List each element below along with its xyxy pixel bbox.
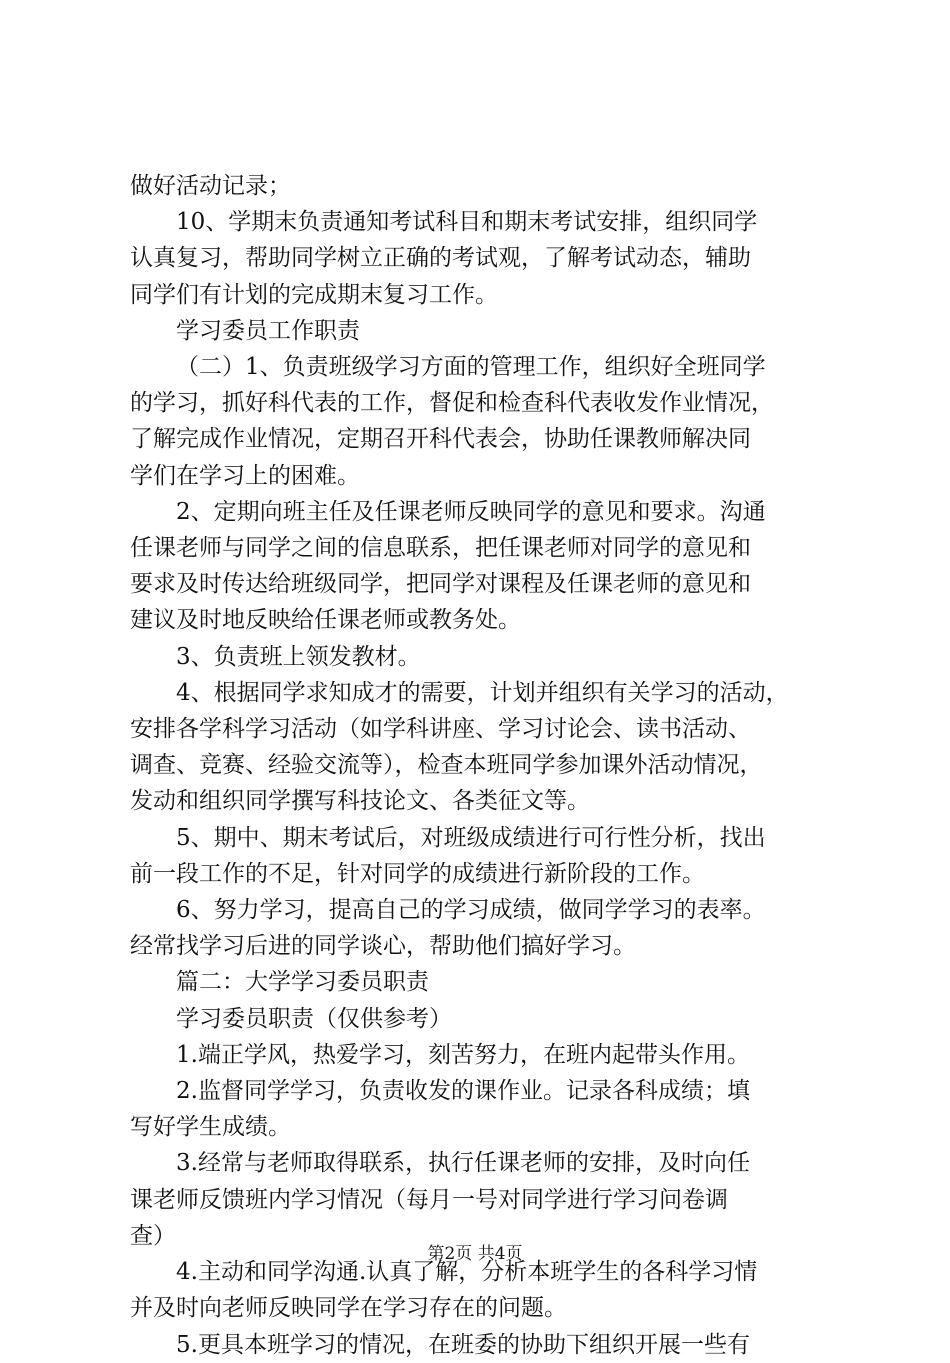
text-line: 前一段工作的不足，针对同学的成绩进行新阶段的工作。	[130, 860, 705, 887]
text-line: 3.经常与老师取得联系，执行任课老师的安排，及时向任	[176, 1150, 750, 1177]
text-line: 写好学生成绩。	[130, 1114, 291, 1141]
text-line: 认真复习，帮助同学树立正确的考试观，了解考试动态，辅助	[130, 245, 751, 272]
text-line: 发动和组织同学撰写科技论文、各类征文等。	[130, 788, 590, 815]
text-line: 5、期中、期末考试后，对班级成绩进行可行性分析，找出	[176, 824, 766, 851]
text-line: 学习委员工作职责	[176, 317, 360, 344]
text-line: 学习委员职责（仅供参考）	[176, 1005, 452, 1032]
text-line: 2.监督同学学习，负责收发的课作业。记录各科成绩；填	[176, 1078, 750, 1105]
text-line: 调查、竞赛、经验交流等），检查本班同学参加课外活动情况，	[130, 752, 763, 779]
text-line: 2、定期向班主任及任课老师反映同学的意见和要求。沟通	[176, 498, 766, 525]
text-line: 学们在学习上的困难。	[130, 462, 360, 489]
text-line: 做好活动记录；	[130, 173, 291, 199]
text-line: 4.主动和同学沟通.认真了解，分析本班学生的各科学习情	[176, 1259, 758, 1286]
text-line: 10、学期末负责通知考试科目和期末考试安排，组织同学	[176, 209, 758, 236]
page-footer: 第2页 共4页	[427, 1244, 523, 1264]
document-body	[130, 168, 830, 1363]
text-line: 的学习，抓好科代表的工作，督促和检查科代表收发作业情况，	[130, 390, 774, 417]
text-line: 1.端正学风，热爱学习，刻苦努力，在班内起带头作用。	[176, 1041, 750, 1068]
text-line: 5.更具本班学习的情况，在班委的协助下组织开展一些有	[176, 1331, 750, 1358]
text-line: 经常找学习后进的同学谈心，帮助他们搞好学习。	[130, 933, 636, 960]
text-line: （二）1、负责班级学习方面的管理工作，组织好全班同学	[176, 354, 766, 381]
text-line: 同学们有计划的完成期末复习工作。	[130, 281, 498, 308]
text-line: 3、负责班上领发教材。	[176, 643, 421, 670]
text-line: 安排各学科学习活动（如学科讲座、学习讨论会、读书活动、	[130, 716, 751, 743]
text-line: 6、努力学习，提高自己的学习成绩，做同学学习的表率。	[176, 897, 766, 924]
text-line: 并及时向老师反映同学在学习存在的问题。	[130, 1295, 567, 1322]
text-line: 建议及时地反映给任课老师或教务处。	[130, 607, 521, 634]
text-line: 篇二：大学学习委员职责	[176, 969, 429, 996]
text-line: 任课老师与同学之间的信息联系，把任课老师对同学的意见和	[130, 535, 751, 562]
text-line: 查）	[130, 1222, 176, 1249]
text-line: 4、根据同学求知成才的需要，计划并组织有关学习的活动，	[176, 679, 789, 706]
text-line: 课老师反馈班内学习情况（每月一号对同学进行学习问卷调	[130, 1186, 728, 1213]
text-line: 要求及时传达给班级同学，把同学对课程及任课老师的意见和	[130, 571, 751, 598]
text-line: 了解完成作业情况，定期召开科代表会，协助任课教师解决同	[130, 426, 751, 453]
